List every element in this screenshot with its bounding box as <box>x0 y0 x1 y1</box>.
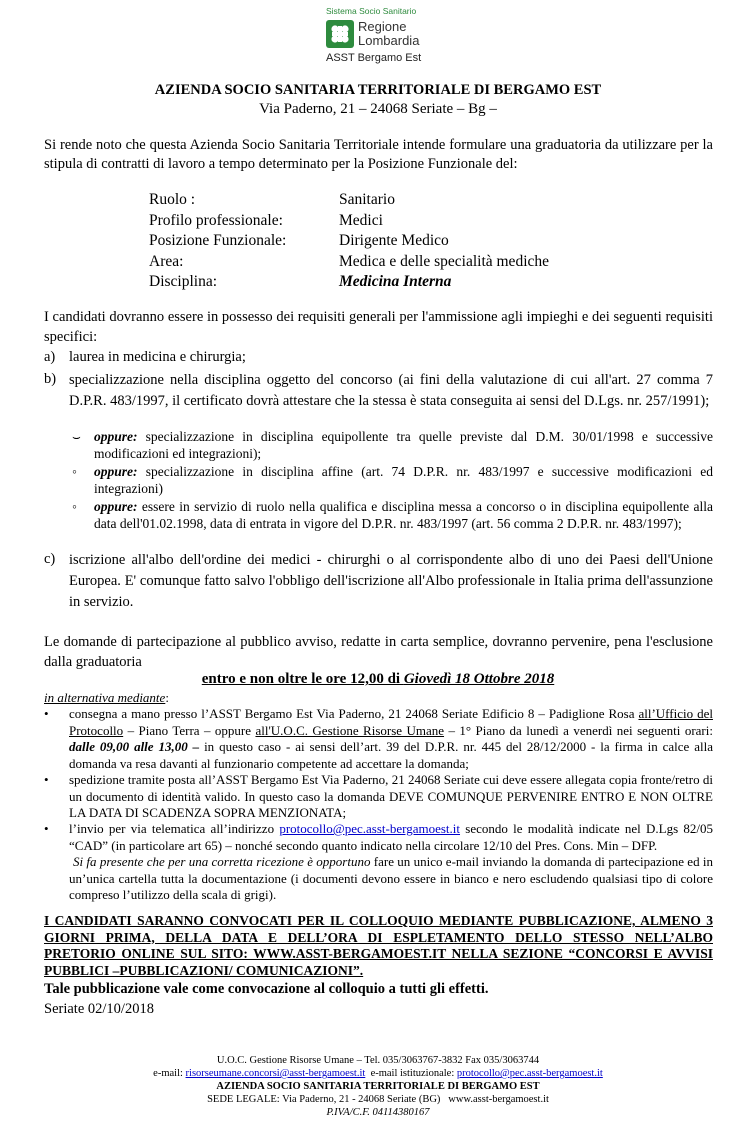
position-label-discipline: Disciplina: <box>149 273 218 290</box>
method1-protocol-office: all’Ufficio del Protocollo <box>69 706 713 738</box>
document-date: Seriate 02/10/2018 <box>44 1001 154 1017</box>
method1-part-c: – Piano Terra – oppure <box>123 722 256 738</box>
method3-notice: Si fa presente che per una corretta ricezione è opportuno <box>73 854 371 869</box>
requirement-a-marker: a) <box>44 349 56 365</box>
logo-region-line2: Lombardia <box>358 33 420 48</box>
method1-hr-office: all'U.O.C. Gestione Risorse Umane <box>255 722 445 738</box>
header-address: Via Paderno, 21 – 24068 Seriate – Bg – <box>259 101 497 117</box>
footer-inst-label: e-mail istituzionale: <box>365 1068 457 1079</box>
intro-paragraph: Si rende noto che questa Azienda Socio Sanitaria Territoriale intende formulare una graduatoria da utilizzare per la stipula di contratti di lavoro a tempo determinato per la Posizione Funzionale del: <box>44 137 713 172</box>
alternative-colon: : <box>165 690 169 705</box>
method-hand-delivery <box>69 706 713 772</box>
logo-asst-name: ASST Bergamo Est <box>326 52 422 64</box>
deadline-main <box>0 670 756 689</box>
requirement-b-sub1 <box>94 428 713 462</box>
sub2-text: specializzazione in disciplina affine (art. 74 D.P.R. nr. 483/1997 e successive modificazioni ed integrazioni) <box>94 464 713 496</box>
requirement-b-marker: b) <box>44 371 57 387</box>
regione-lombardia-logo-icon <box>326 20 354 48</box>
position-value-role: Sanitario <box>339 191 395 208</box>
method1-part-e: – 1° Piano da lunedì a venerdì nei seguenti orari: <box>444 722 713 738</box>
requirement-b: specializzazione nella disciplina oggetto del concorso (ai fini della valutazione di cui all'art. 27 comma 7 D.P.R. 483/1997, il certificato dovrà attestare che la stessa è stata conseguita ai sensi del D.Lgs. nr. 257/1991); <box>69 372 713 409</box>
position-label-role: Ruolo : <box>149 191 196 208</box>
position-label-function: Posizione Funzionale: <box>149 232 287 249</box>
requirement-a: laurea in medicina e chirurgia; <box>69 349 246 365</box>
protocol-email-link[interactable]: protocollo@pec.asst-bergamoest.it <box>279 821 461 836</box>
position-value-function: Dirigente Medico <box>339 232 449 249</box>
footer-email-label: e-mail: <box>153 1068 186 1079</box>
deadline-date: Giovedì 18 Ottobre 2018 <box>403 671 555 687</box>
requirement-b-sub1-marker: ⌣ <box>72 429 81 444</box>
page-title: AZIENDA SOCIO SANITARIA TERRITORIALE DI BERGAMO EST <box>154 82 602 98</box>
method3-part-d: fare un unico e-mail inviando la domanda di partecipazione ed in un’unica cartella tutta la documentazione (i documenti devono essere in bianco e nero escludendo qualsiasi tipo di colore compreso l’utilizzo della scala di grigi). <box>69 854 713 902</box>
method-postal: spedizione tramite posta all’ASST Bergamo Est Via Paderno, 21 24068 Seriate cui deve essere allegata copia fronte/retro di un documento di identità valido. In questo caso la domanda DEVE COMUNQUE PERVENIRE ENTRO E NON OLTRE LA DATA DI SCADENZA SOPRA MENZIONATA; <box>69 772 713 820</box>
method1-part-a: consegna a mano presso l’ASST Bergamo Est Via Paderno, 21 24068 Seriate Edificio 8 – Padiglione Rosa <box>69 706 639 721</box>
footer-hr-email-link[interactable]: risorseumane.concorsi@asst-bergamoest.it <box>185 1068 366 1079</box>
position-value-profile: Medici <box>339 211 383 229</box>
logo-region-line1: Regione <box>358 19 407 34</box>
position-value-area: Medica e delle specialità mediche <box>339 252 550 270</box>
alternative-text: in alternativa mediante <box>44 690 166 705</box>
alternative-label <box>44 690 169 707</box>
position-value-discipline: Medicina Interna <box>339 273 452 290</box>
footer-legal-seat: SEDE LEGALE: Via Paderno, 21 - 24068 Seriate (BG) www.asst-bergamoest.it <box>207 1094 549 1105</box>
method2-bullet: • <box>44 772 49 787</box>
position-label-profile: Profilo professionale: <box>149 211 283 229</box>
footer-vat: P.IVA/C.F. 04114380167 <box>326 1107 430 1118</box>
logo-system-text: Sistema Socio Sanitario <box>326 6 417 16</box>
requirement-b-sub3 <box>94 498 713 532</box>
method3-part-a: l’invio per via telematica all’indirizzo <box>69 821 280 836</box>
convocation-notice: I CANDIDATI SARANNO CONVOCATI PER IL COLLOQUIO MEDIANTE PUBBLICAZIONE, ALMENO 3 GIORNI PRIMA, DELLA DATA E DELL’ORA DI ESPLETAMENTO DELLO STESSO NELL’ALBO PRETORIO ONLINE SUL SITO: WWW.ASST-BERGAMOEST.IT NELLA SEZIONE “CONCORSI E AVVISI PUBBLICI –PUBBLICAZIONI/ COMUNICAZIONI”. <box>44 913 713 978</box>
footer-hr-contacts: U.O.C. Gestione Risorse Umane – Tel. 035/3063767-3832 Fax 035/3063744 <box>216 1055 540 1066</box>
sub3-text: essere in servizio di ruolo nella qualifica e disciplina messa a concorso o in disciplina equipollente alla data dell'01.02.1998, data di entrata in vigore del D.P.R. nr. 483/1997 (art. 56 comma 2 D.P.R. nr. 483/1997); <box>94 499 713 531</box>
position-label-area: Area: <box>149 252 184 270</box>
deadline-intro: Le domande di partecipazione al pubblico avviso, redatte in carta semplice, dovranno pervenire, pena l'esclusione dalla graduatoria <box>44 634 713 670</box>
method3-bullet: • <box>44 821 49 836</box>
logo <box>300 4 460 66</box>
position-table <box>149 190 599 292</box>
requirement-c: iscrizione all'albo dell'ordine dei medici - chirurghi o al corrispondente albo di uno dei Paesi dell'Unione Europea. E' comunque fatto salvo l'obbligo dell'iscrizione all'Albo professionale in Italia prima dell'assunzione in servizio. <box>69 552 713 610</box>
method1-hours: dalle 09,00 alle 13,00 – <box>69 739 200 754</box>
requirements-intro: I candidati dovranno essere in possesso dei requisiti generali per l'ammissione agli impieghi e dei seguenti requisiti specifici: <box>44 309 713 345</box>
sub3-lead: oppure: <box>94 499 138 514</box>
method1-bullet: • <box>44 706 49 721</box>
sub2-lead: oppure: <box>94 464 138 479</box>
requirement-b-sub3-marker: ◦ <box>72 499 77 514</box>
footer-organization: AZIENDA SOCIO SANITARIA TERRITORIALE DI BERGAMO EST <box>216 1081 540 1092</box>
method-telematic <box>69 821 713 904</box>
method1-part-g: in questo caso - ai sensi dell’art. 39 del D.P.R. nr. 445 del 28/12/2000 - la firma in calce alla domanda va resa davanti al funzionario competente ad accettare la domanda; <box>69 739 713 771</box>
deadline-text: entro e non oltre le ore 12,00 di <box>201 671 404 687</box>
sub1-lead: oppure: <box>94 429 138 444</box>
convocation-validity: Tale pubblicazione vale come convocazione al colloquio a tutti gli effetti. <box>44 981 489 997</box>
footer-inst-email-link[interactable]: protocollo@pec.asst-bergamoest.it <box>456 1068 603 1079</box>
requirement-c-marker: c) <box>44 551 56 567</box>
method3-part-b: secondo le modalità indicate nel D.Lgs 82/05 “CAD” (in particolare art 65) – nonché secondo quanto indicato nella circolare 12/10 del Pres. Cons. Min – DFP. <box>69 821 713 853</box>
requirement-b-sub2 <box>94 463 713 497</box>
footer-emails <box>0 1068 756 1081</box>
requirement-b-sub2-marker: ◦ <box>72 464 77 479</box>
sub1-text: specializzazione in disciplina equipollente tra quelle previste dal D.M. 30/01/1998 e successive modificazioni ed integrazioni); <box>94 429 713 461</box>
